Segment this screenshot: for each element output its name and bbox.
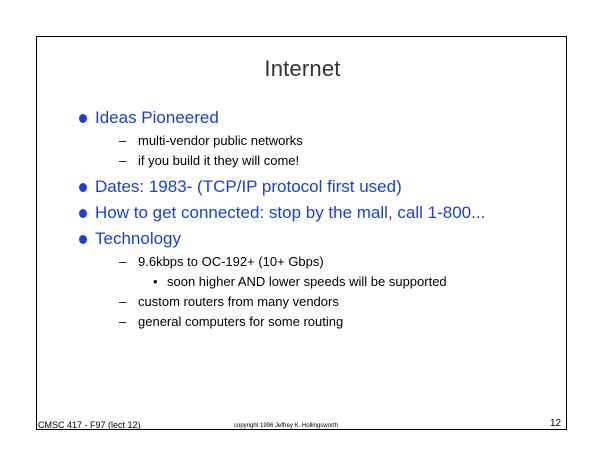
sub-item-text: general computers for some routing <box>138 314 344 329</box>
sub-item <box>95 292 556 312</box>
footer-page-number: 12 <box>550 418 562 429</box>
sub-item <box>95 131 556 151</box>
dash-icon: – <box>119 153 127 168</box>
dash-icon: – <box>119 294 127 309</box>
sub-sub-item-text: soon higher AND lower speeds will be supported <box>167 274 447 289</box>
bullet-dot-icon <box>79 235 87 244</box>
bullet-text: How to get connected: stop by the mall, call 1-800... <box>95 203 486 222</box>
bullet-how-to-connect <box>76 203 556 223</box>
footer-course-label: CMSC 417 - F97 (lect 12) <box>38 420 141 430</box>
bullet-dot-icon <box>79 183 87 192</box>
dash-icon: – <box>119 314 127 329</box>
sub-item-text: multi-vendor public networks <box>138 133 303 148</box>
bullet-text: Dates: 1983- (TCP/IP protocol first used) <box>95 177 402 196</box>
slide-content <box>76 108 556 338</box>
bullet-dot-icon <box>79 114 87 123</box>
sub-item <box>95 151 556 171</box>
sub-item <box>95 312 556 332</box>
small-bullet-icon: • <box>153 274 158 289</box>
sub-item-text: if you build it they will come! <box>138 153 300 168</box>
bullet-ideas-pioneered <box>76 108 556 171</box>
bullet-dates <box>76 177 556 197</box>
footer-copyright: copyright 1996 Jeffrey K. Hollingsworth <box>234 423 338 429</box>
slide-title: Internet <box>264 56 341 81</box>
bullet-text: Ideas Pioneered <box>95 108 219 127</box>
sub-list <box>95 252 556 332</box>
sub-item <box>95 252 556 272</box>
sub-sub-item <box>95 272 556 292</box>
sub-item-text: 9.6kbps to OC-192+ (10+ Gbps) <box>138 254 324 269</box>
bullet-dot-icon <box>79 209 87 218</box>
dash-icon: – <box>119 254 127 269</box>
dash-icon: – <box>119 133 127 148</box>
sub-item-text: custom routers from many vendors <box>138 294 339 309</box>
bullet-text: Technology <box>95 229 182 248</box>
sub-list <box>95 131 556 171</box>
bullet-technology <box>76 229 556 332</box>
